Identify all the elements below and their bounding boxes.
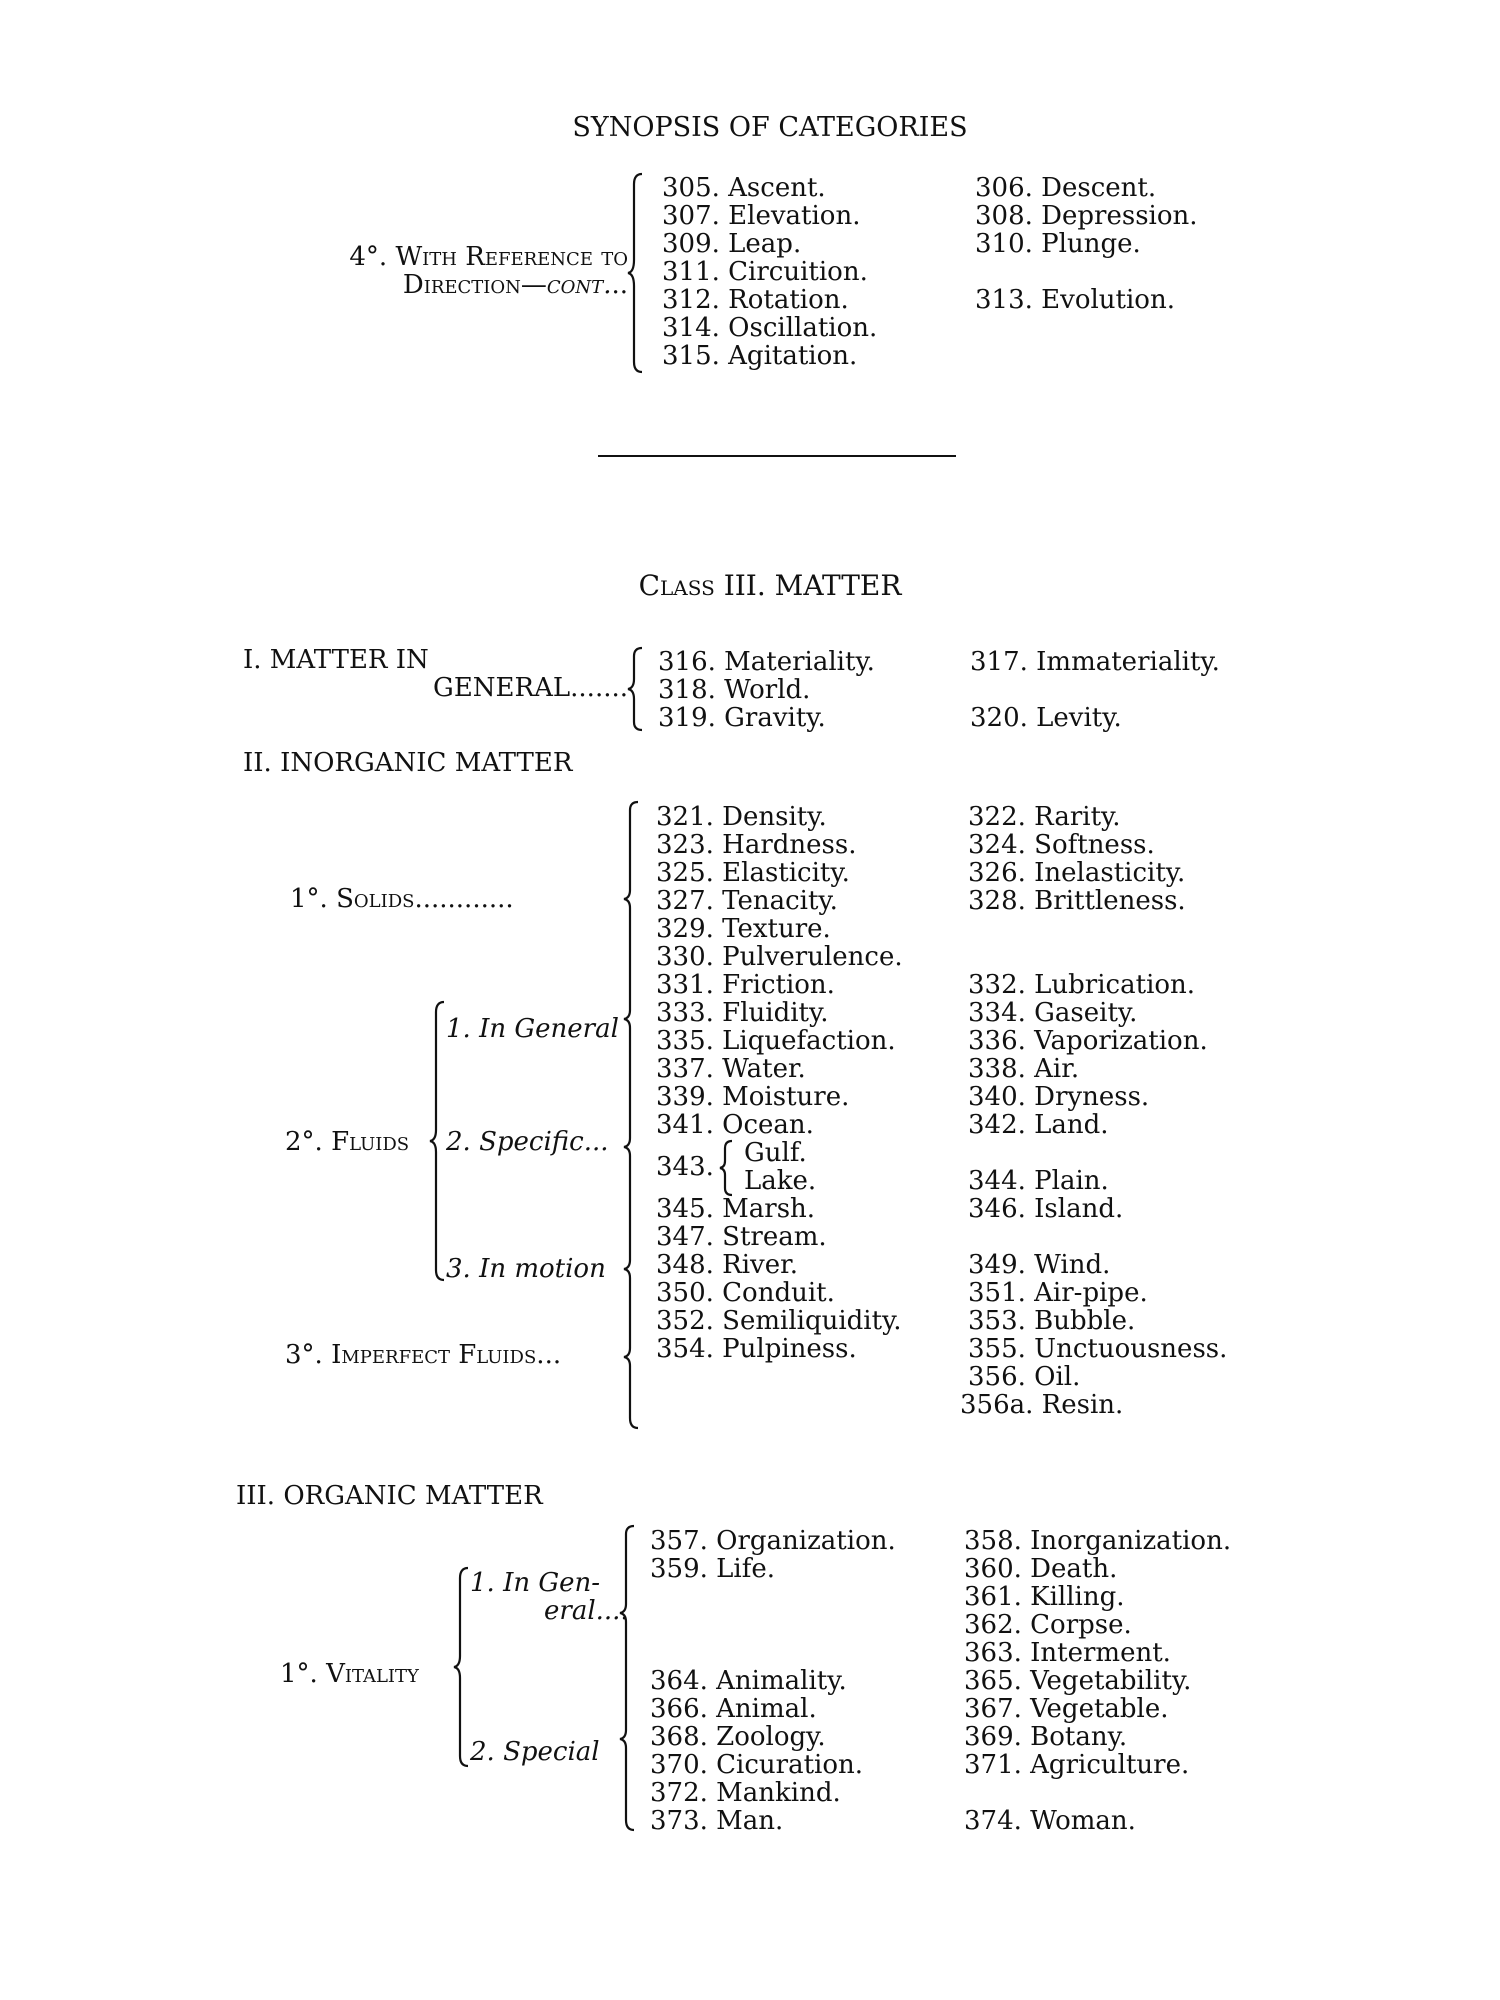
list-item: 368. Zoology. [650,1722,826,1752]
direction-label-cont: cont. [546,270,612,300]
list-item: 328. Brittleness. [968,886,1186,916]
list-item: 367. Vegetable. [964,1694,1169,1724]
matter-general-label-line2: GENERAL....... [433,673,628,703]
list-item: 331. Friction. [656,970,835,1000]
list-item: 329. Texture. [656,914,831,944]
list-item: 319. Gravity. [658,703,826,733]
list-item: 372. Mankind. [650,1778,841,1808]
list-item: 333. Fluidity. [656,998,829,1028]
list-item: 351. Air-pipe. [968,1278,1148,1308]
list-item: 317. Immateriality. [970,647,1220,677]
list-item: 354. Pulpiness. [656,1334,857,1364]
list-item: 363. Interment. [964,1638,1171,1668]
vitality-label: 1°. Vitality [280,1659,419,1689]
section-divider [598,455,956,457]
list-item-number: 343. [656,1152,714,1182]
matter-general-label-line1: I. MATTER IN [243,645,429,675]
list-item: 322. Rarity. [968,802,1121,832]
list-item: 337. Water. [656,1054,806,1084]
inorganic-brace [624,800,648,1432]
list-item: 313. Evolution. [975,285,1175,315]
fluid-general-label: 1. In General [446,1014,619,1044]
direction-label-line2 [403,271,628,299]
list-item: 318. World. [658,675,811,705]
list-item: 374. Woman. [964,1806,1136,1836]
list-item: 305. Ascent. [662,173,826,203]
list-item: 325. Elasticity. [656,858,850,888]
list-item: 320. Levity. [970,703,1122,733]
matter-general-brace [628,646,652,732]
list-item: 349. Wind. [968,1250,1111,1280]
list-item: 370. Cicuration. [650,1750,864,1780]
list-item: 360. Death. [964,1554,1118,1584]
list-item: 357. Organization. [650,1526,896,1556]
list-item: 338. Air. [968,1054,1080,1084]
organic-heading: III. ORGANIC MATTER [236,1481,543,1511]
list-item: Lake. [744,1166,817,1196]
organic-brace [620,1524,644,1834]
list-item: 361. Killing. [964,1582,1125,1612]
class-heading [0,569,1500,602]
list-item: 334. Gaseity. [968,998,1138,1028]
list-item: 340. Dryness. [968,1082,1150,1112]
list-item: 345. Marsh. [656,1194,816,1224]
list-item: 309. Leap. [662,229,802,259]
fluid-specific-label: 2. Specific... [446,1127,609,1157]
list-item: 366. Animal. [650,1694,817,1724]
list-item: 311. Circuition. [662,257,868,287]
class-heading-rest: III. MATTER [723,569,902,602]
list-item: 344. Plain. [968,1166,1109,1196]
list-item: 365. Vegetability. [964,1666,1192,1696]
list-item: 326. Inelasticity. [968,858,1186,888]
list-item: 362. Corpse. [964,1610,1132,1640]
list-item: 356a. Resin. [960,1390,1124,1420]
list-item: 307. Elevation. [662,201,861,231]
list-item: 348. River. [656,1250,798,1280]
direction-label-line1: 4°. With Reference to [349,242,628,272]
list-item: 341. Ocean. [656,1110,814,1140]
list-item: 353. Bubble. [968,1306,1136,1336]
list-item: 310. Plunge. [975,229,1141,259]
fluids-label: 2°. Fluids [285,1127,410,1157]
list-item: 350. Conduit. [656,1278,835,1308]
list-item: 315. Agitation. [662,341,858,371]
class-heading-word: Class [638,569,715,602]
list-item: 342. Land. [968,1110,1109,1140]
inorganic-heading: II. INORGANIC MATTER [243,748,573,778]
solids-label [290,885,514,913]
list-item: 332. Lubrication. [968,970,1196,1000]
direction-label-main: Direction— [402,270,547,300]
list-item: 336. Vaporization. [968,1026,1208,1056]
list-item: 323. Hardness. [656,830,857,860]
gulf-lake-brace [720,1139,738,1197]
list-item: 339. Moisture. [656,1082,850,1112]
list-item: 312. Rotation. [662,285,849,315]
list-item: 308. Depression. [975,201,1198,231]
organic-general-label-line1: 1. In Gen- [470,1568,601,1598]
direction-label-dots: .. [611,270,628,300]
list-item: 371. Agriculture. [964,1750,1190,1780]
list-item: 316. Materiality. [658,647,875,677]
list-item: 335. Liquefaction. [656,1026,896,1056]
list-item: Gulf. [744,1138,807,1168]
list-item: 355. Unctuousness. [968,1334,1228,1364]
list-item: 324. Softness. [968,830,1155,860]
list-item: 359. Life. [650,1554,776,1584]
list-item: 356. Oil. [968,1362,1081,1392]
list-item: 369. Botany. [964,1722,1128,1752]
list-item: 314. Oscillation. [662,313,878,343]
list-item: 373. Man. [650,1806,784,1836]
direction-brace [628,172,652,374]
organic-general-label-line2: eral.... [544,1596,629,1626]
list-item: 358. Inorganization. [964,1526,1232,1556]
list-item: 321. Density. [656,802,827,832]
solids-label-dots: ............ [414,884,514,914]
organic-special-label: 2. Special [470,1737,600,1767]
list-item: 347. Stream. [656,1222,827,1252]
list-item: 306. Descent. [975,173,1157,203]
list-item: 352. Semiliquidity. [656,1306,902,1336]
list-item: 346. Island. [968,1194,1124,1224]
list-item: 330. Pulverulence. [656,942,903,972]
imperfect-fluids-label: 3°. Imperfect Fluids... [285,1340,562,1370]
fluid-motion-label: 3. In motion [446,1254,606,1284]
page-title: SYNOPSIS OF CATEGORIES [572,112,968,143]
list-item: 364. Animality. [650,1666,847,1696]
list-item: 327. Tenacity. [656,886,838,916]
solids-label-text: 1°. Solids [290,884,415,914]
